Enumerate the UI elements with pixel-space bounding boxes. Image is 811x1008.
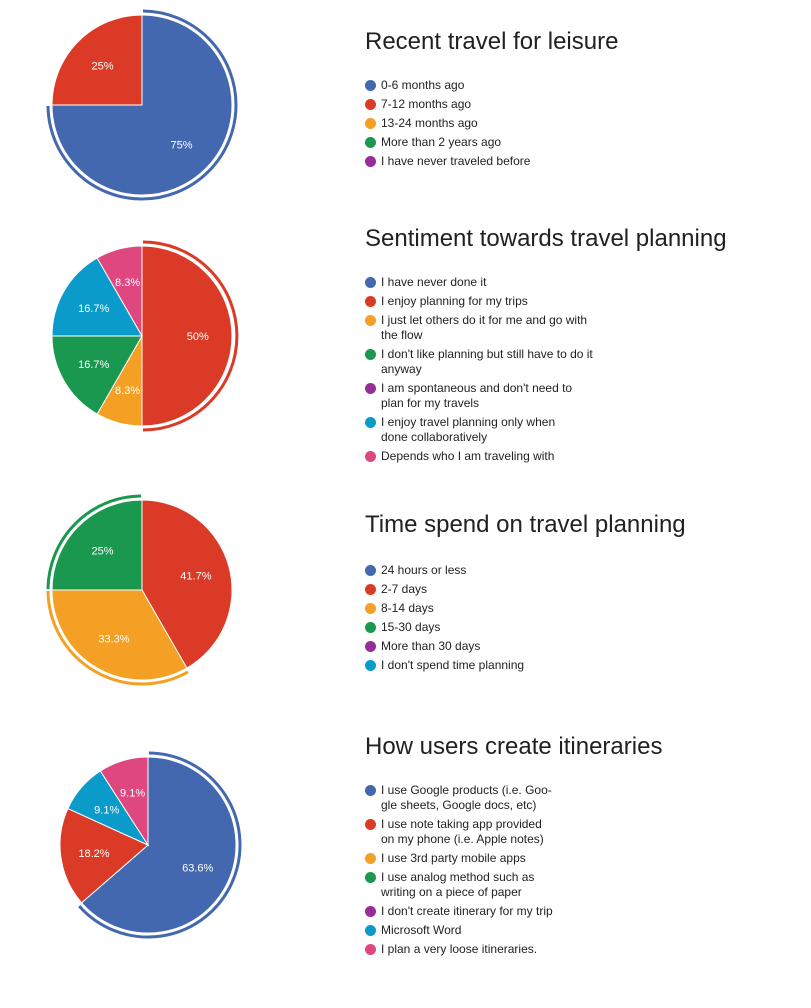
chart-legend: [365, 78, 605, 173]
legend-item-i-don-t-create-itinerary-for-my-trip[interactable]: [365, 904, 605, 919]
legend-item-i-don-t-like-planning-but-still-have-to-[interactable]: [365, 347, 605, 377]
legend-item-13-24-months-ago[interactable]: [365, 116, 605, 131]
slice-value-label: 16.7%: [78, 303, 110, 315]
legend-item-7-12-months-ago[interactable]: [365, 97, 605, 112]
legend-label: 8-14 days: [381, 601, 434, 615]
legend-item-i-just-let-others-do-it-for-me-and-go-wi[interactable]: [365, 313, 605, 343]
legend-label: gle sheets, Google docs, etc): [381, 798, 537, 812]
legend-item-8-14-days[interactable]: [365, 601, 605, 616]
legend-item-2-7-days[interactable]: [365, 582, 605, 597]
legend-label: 15-30 days: [381, 620, 441, 634]
chart-itineraries: [0, 725, 811, 1008]
legend-item-i-don-t-spend-time-planning[interactable]: [365, 658, 605, 673]
legend-item-i-use-note-taking-app-provided-on-my-pho[interactable]: [365, 817, 605, 847]
legend-label: the flow: [381, 328, 423, 342]
slice-value-label: 63.6%: [182, 862, 214, 875]
slice-value-label: 8.3%: [115, 384, 141, 397]
legend-swatch: [365, 819, 376, 830]
legend-label: anyway: [381, 362, 422, 376]
chart-legend: [365, 783, 605, 961]
chart-title: How users create itineraries: [365, 733, 663, 760]
legend-swatch: [365, 785, 376, 796]
legend-swatch: [365, 349, 376, 360]
legend-swatch: [365, 383, 376, 394]
legend-label: done collaboratively: [381, 430, 488, 444]
legend-item-15-30-days[interactable]: [365, 620, 605, 635]
slice-value-label: 33.3%: [98, 633, 130, 646]
slice-value-label: 8.3%: [115, 277, 141, 290]
chart-recent-travel: [0, 0, 811, 215]
legend-item-i-plan-a-very-loose-itineraries[interactable]: [365, 942, 605, 957]
slice-value-label: 9.1%: [94, 804, 120, 817]
slice-value-label: 25%: [91, 545, 114, 558]
pie-chart: [0, 490, 360, 700]
slice-value-label: 41.7%: [180, 570, 212, 583]
chart-title: Time spend on travel planning: [365, 511, 686, 538]
legend-label: I have never traveled before: [381, 154, 531, 168]
legend-swatch: [365, 944, 376, 955]
legend-swatch: [365, 451, 376, 462]
legend-item-depends-who-i-am-traveling-with[interactable]: [365, 449, 605, 464]
chart-legend: [365, 275, 605, 468]
legend-label: 13-24 months ago: [381, 116, 478, 130]
legend-swatch: [365, 277, 376, 288]
slice-value-label: 75%: [170, 139, 193, 152]
legend-label: I use 3rd party mobile apps: [381, 851, 526, 865]
legend-item-microsoft-word[interactable]: [365, 923, 605, 938]
legend-item-more-than-2-years-ago[interactable]: [365, 135, 605, 150]
legend-label: Microsoft Word: [381, 923, 462, 937]
legend-swatch: [365, 137, 376, 148]
legend-item-24-hours-or-less[interactable]: [365, 563, 605, 578]
legend-label: I don't create itinerary for my trip: [381, 904, 553, 918]
chart-title: Recent travel for leisure: [365, 28, 619, 55]
legend-label: 7-12 months ago: [381, 97, 472, 111]
legend-swatch: [365, 641, 376, 652]
chart-sentiment: [0, 225, 811, 470]
legend-label: I use Google products (i.e. Goo-: [381, 783, 552, 797]
slice-value-label: 9.1%: [120, 787, 146, 800]
legend-label: 24 hours or less: [381, 563, 467, 577]
legend-label: I use note taking app provided: [381, 817, 542, 831]
legend-label: Depends who I am traveling with: [381, 449, 555, 463]
slice-value-label: 18.2%: [78, 847, 110, 860]
legend-item-i-use-analog-method-such-as-writing-on-a[interactable]: [365, 870, 605, 900]
legend-swatch: [365, 853, 376, 864]
legend-swatch: [365, 156, 376, 167]
legend-swatch: [365, 925, 376, 936]
legend-label: I enjoy planning for my trips: [381, 294, 528, 308]
legend-swatch: [365, 99, 376, 110]
legend-item-i-have-never-traveled-before[interactable]: [365, 154, 605, 169]
legend-swatch: [365, 622, 376, 633]
legend-swatch: [365, 315, 376, 326]
pie-chart: [0, 725, 360, 1008]
legend-label: I have never done it: [381, 275, 487, 289]
legend-label: on my phone (i.e. Apple notes): [381, 832, 544, 846]
legend-label: More than 30 days: [381, 639, 481, 653]
legend-label: I don't like planning but still have to do it: [381, 347, 593, 361]
legend-swatch: [365, 603, 376, 614]
chart-time-spend: [0, 490, 811, 700]
legend-swatch: [365, 660, 376, 671]
legend-item-i-enjoy-travel-planning-only-when-done-c[interactable]: [365, 415, 605, 445]
chart-title: Sentiment towards travel planning: [365, 225, 727, 252]
pie-chart: [0, 0, 360, 215]
legend-item-i-use-3rd-party-mobile-apps[interactable]: [365, 851, 605, 866]
legend-item-i-am-spontaneous-and-don-t-need-to-plan-[interactable]: [365, 381, 605, 411]
legend-item-more-than-30-days[interactable]: [365, 639, 605, 654]
legend-label: I enjoy travel planning only when: [381, 415, 556, 429]
slice-value-label: 50%: [186, 331, 209, 343]
legend-label: I am spontaneous and don't need to: [381, 381, 573, 395]
slice-value-label: 16.7%: [78, 359, 110, 371]
legend-swatch: [365, 296, 376, 307]
legend-label: I use analog method such as: [381, 870, 535, 884]
legend-swatch: [365, 584, 376, 595]
legend-swatch: [365, 80, 376, 91]
legend-swatch: [365, 565, 376, 576]
legend-swatch: [365, 118, 376, 129]
legend-label: I just let others do it for me and go with: [381, 313, 588, 327]
pie-chart: [0, 225, 360, 470]
chart-legend: [365, 563, 605, 677]
legend-label: More than 2 years ago: [381, 135, 502, 149]
legend-label: I plan a very loose itineraries.: [381, 942, 538, 956]
legend-swatch: [365, 872, 376, 883]
slice-value-label: 25%: [91, 60, 114, 73]
legend-swatch: [365, 417, 376, 428]
legend-label: 2-7 days: [381, 582, 428, 596]
legend-label: 0-6 months ago: [381, 78, 465, 92]
legend-item-i-have-never-done-it[interactable]: [365, 275, 605, 290]
legend-label: plan for my travels: [381, 396, 480, 410]
legend-label: I don't spend time planning: [381, 658, 525, 672]
legend-item-0-6-months-ago[interactable]: [365, 78, 605, 93]
legend-item-i-enjoy-planning-for-my-trips[interactable]: [365, 294, 605, 309]
legend-item-i-use-google-products-i-e-google-sheets-[interactable]: [365, 783, 605, 813]
legend-label: writing on a piece of paper: [381, 885, 522, 899]
legend-swatch: [365, 906, 376, 917]
